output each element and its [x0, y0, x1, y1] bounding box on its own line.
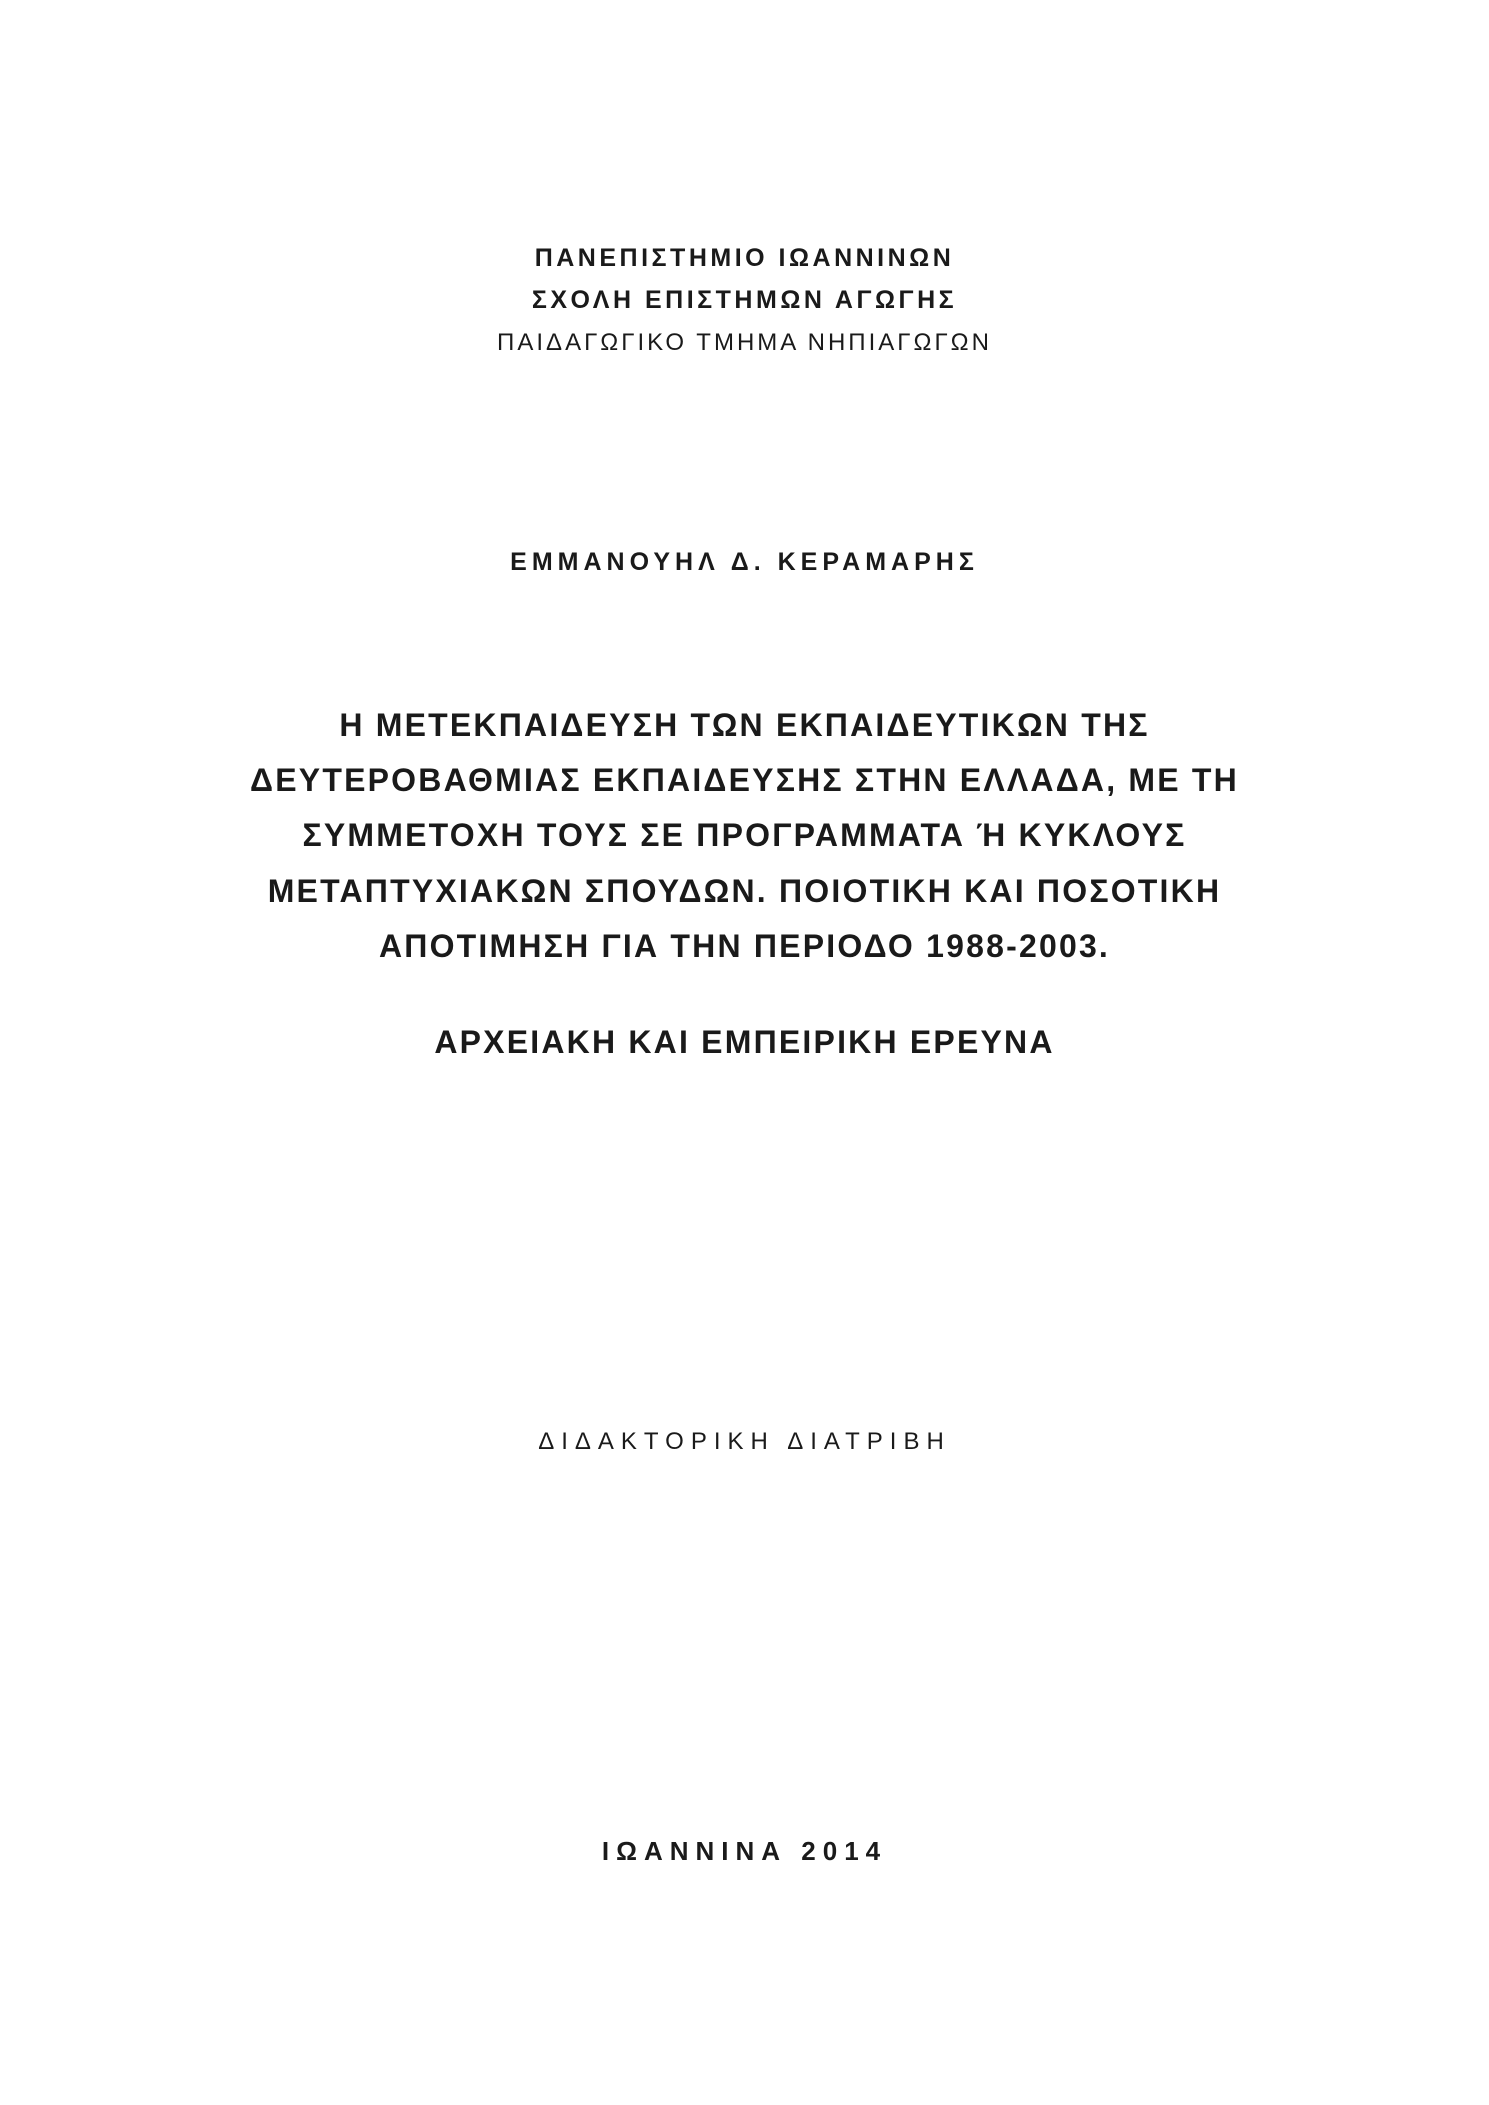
thesis-title-line-4: ΜΕΤΑΠΤΥΧΙΑΚΩΝ ΣΠΟΥΔΩΝ. ΠΟΙΟΤΙΚΗ ΚΑΙ ΠΟΣΟΤΙΚΗ [267, 873, 1222, 909]
university-name: ΠΑΝΕΠΙΣΤΗΜΙΟ ΙΩΑΝΝΙΝΩΝ [534, 244, 955, 272]
thesis-title-line-2: ΔΕΥΤΕΡΟΒΑΘΜΙΑΣ ΕΚΠΑΙΔΕΥΣΗΣ ΣΤΗΝ ΕΛΛΑΔΑ, ΜΕ ΤΗ [250, 762, 1239, 798]
place-and-year: ΙΩΑΝΝΙΝΑ 2014 [601, 1836, 888, 1866]
thesis-subtitle: ΑΡΧΕΙΑΚΗ ΚΑΙ ΕΜΠΕΙΡΙΚΗ ΕΡΕΥΝΑ [434, 1024, 1055, 1060]
author-name: ΕΜΜΑΝΟΥΗΛ Δ. ΚΕΡΑΜΑΡΗΣ [510, 548, 979, 576]
school-name: ΣΧΟΛΗ ΕΠΙΣΤΗΜΩΝ ΑΓΩΓΗΣ [531, 286, 958, 314]
thesis-title-line-5: ΑΠΟΤΙΜΗΣΗ ΓΙΑ ΤΗΝ ΠΕΡΙΟΔΟ 1988-2003. [378, 928, 1111, 964]
department-name: ΠΑΙΔΑΓΩΓΙΚΟ ΤΜΗΜΑ ΝΗΠΙΑΓΩΓΩΝ [497, 329, 992, 356]
thesis-title-line-3: ΣΥΜΜΕΤΟΧΗ ΤΟΥΣ ΣΕ ΠΡΟΓΡΑΜΜΑΤΑ Ή ΚΥΚΛΟΥΣ [302, 817, 1187, 853]
document-type: ΔΙΔΑΚΤΟΡΙΚΗ ΔΙΑΤΡΙΒΗ [538, 1428, 951, 1455]
thesis-title-line-1: Η ΜΕΤΕΚΠΑΙΔΕΥΣΗ ΤΩΝ ΕΚΠΑΙΔΕΥΤΙΚΩΝ ΤΗΣ [339, 707, 1150, 743]
